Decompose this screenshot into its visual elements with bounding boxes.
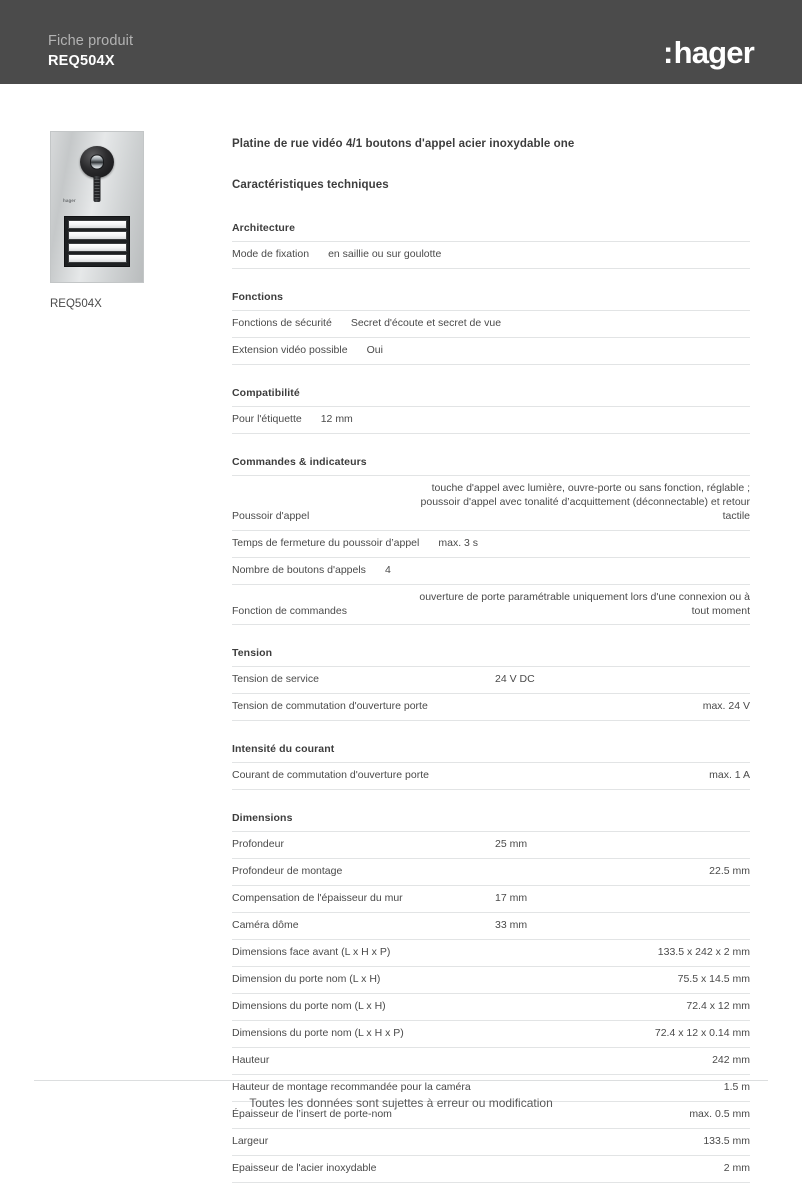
spec-row: [232, 858, 750, 885]
product-title: Platine de rue vidéo 4/1 boutons d'appel acier inoxydable one: [232, 138, 575, 150]
spec-row: [232, 557, 750, 584]
spec-value: 75.5 x 14.5 mm: [677, 973, 750, 986]
spec-value: 33 mm: [495, 919, 528, 932]
spec-row: [232, 939, 750, 966]
spec-row: [232, 241, 750, 269]
specification-sections: [232, 222, 750, 1183]
spec-label: Tension de commutation d'ouverture porte: [232, 700, 428, 713]
spec-row: [232, 666, 750, 693]
speaker-grille-icon: [94, 176, 101, 202]
spec-row: [232, 310, 750, 337]
footer-disclaimer: Toutes les données sont sujettes à erreur ou modification: [249, 1096, 553, 1110]
spec-value: max. 1 A: [709, 769, 750, 782]
spec-section-title: Tension: [232, 647, 273, 660]
spec-label: Épaisseur de l’insert de porte-nom: [232, 1107, 392, 1120]
spec-row: [232, 762, 750, 790]
spec-label: Pour l'étiquette: [232, 412, 302, 425]
spec-label: Largeur: [232, 1134, 269, 1147]
spec-value: 12 mm: [320, 412, 353, 425]
spec-label: Hauteur: [232, 1053, 270, 1066]
spec-label: Dimensions du porte nom (L x H): [232, 1000, 386, 1013]
product-image-column: [47, 131, 232, 310]
spec-section: [232, 387, 750, 434]
nameplate-button: [68, 243, 127, 252]
spec-value: touche d'appel avec lumière, ouvre-porte ou sans fonction, réglable ; poussoir d'appel avec tonalité d’acquittement (déconnectable) et retour tactile: [420, 481, 750, 522]
spec-value: Secret d'écoute et secret de vue: [350, 316, 502, 329]
spec-label: Mode de fixation: [232, 248, 310, 260]
spec-value: 72.4 x 12 x 0.14 mm: [654, 1027, 750, 1040]
spec-row: [232, 885, 750, 912]
spec-row: [232, 530, 750, 557]
spec-value: 4: [384, 563, 391, 576]
header-product-reference: REQ504X: [48, 52, 115, 69]
spec-label: Compensation de l'épaisseur du mur: [232, 892, 403, 905]
page-footer: [0, 1080, 802, 1134]
product-image: [50, 131, 144, 283]
spec-label: Fonction de commandes: [232, 604, 347, 617]
nameplate-button: [68, 254, 127, 263]
spec-value: 24 V DC: [495, 673, 535, 686]
spec-value: 133.5 x 242 x 2 mm: [657, 946, 750, 959]
nameplate-button: [68, 231, 127, 240]
spec-row: [232, 912, 750, 939]
spec-label: Extension vidéo possible: [232, 343, 348, 356]
spec-section: [232, 456, 750, 626]
spec-row: [232, 337, 750, 365]
spec-label: Profondeur de montage: [232, 865, 343, 878]
spec-label: Profondeur: [232, 838, 284, 851]
specifications-column: [232, 131, 750, 1183]
spec-row: [232, 1047, 750, 1074]
spec-label: Caméra dôme: [232, 919, 299, 932]
spec-row: [232, 993, 750, 1020]
spec-label: Nombre de boutons d'appels: [232, 563, 366, 576]
spec-section: [232, 647, 750, 721]
camera-lens-icon: [90, 155, 104, 170]
spec-section-title: Intensité du courant: [232, 743, 335, 756]
spec-label: Fonctions de sécurité: [232, 316, 332, 329]
spec-section-title: Fonctions: [232, 290, 284, 303]
spec-label: Dimension du porte nom (L x H): [232, 973, 381, 986]
spec-value: 133.5 mm: [703, 1134, 750, 1147]
technical-characteristics-heading: Caractéristiques techniques: [232, 179, 389, 191]
nameplate-button: [68, 220, 127, 229]
spec-value: 1.5 m: [723, 1080, 750, 1093]
spec-value: en saillie ou sur goulotte: [328, 248, 442, 260]
spec-row: [232, 1155, 750, 1183]
spec-section-title: Compatibilité: [232, 386, 300, 399]
spec-value: 72.4 x 12 mm: [686, 1000, 750, 1013]
product-brand-mark: hager: [63, 198, 76, 203]
spec-row: [232, 1020, 750, 1047]
spec-label: Temps de fermeture du poussoir d’appel: [232, 536, 420, 549]
spec-row: [232, 693, 750, 721]
spec-section: [232, 222, 750, 269]
nameplate-group: [64, 216, 130, 267]
spec-row: [232, 831, 750, 858]
spec-value: 25 mm: [495, 838, 528, 851]
page-body: [0, 84, 802, 1183]
spec-section: [232, 743, 750, 790]
spec-row: [232, 584, 750, 626]
spec-section-title: Commandes & indicateurs: [232, 455, 367, 468]
spec-value: 22.5 mm: [709, 865, 750, 878]
spec-label: Epaisseur de l'acier inoxydable: [232, 1161, 377, 1174]
spec-row: [232, 475, 750, 530]
spec-value: max. 3 s: [438, 536, 479, 549]
spec-value: 242 mm: [712, 1053, 750, 1066]
spec-section-title: Architecture: [232, 222, 296, 234]
header-kicker: Fiche produit: [48, 32, 134, 49]
spec-value: max. 0.5 mm: [689, 1107, 750, 1120]
logo-colon-icon: :: [663, 35, 673, 70]
hager-logo: [663, 37, 754, 70]
spec-value: 2 mm: [723, 1161, 750, 1174]
spec-section: [232, 291, 750, 365]
page-header: [0, 0, 802, 84]
spec-value: ouverture de porte paramétrable uniquement lors d'une connexion ou à tout moment: [419, 590, 750, 617]
spec-section-title: Dimensions: [232, 812, 293, 825]
spec-label: Courant de commutation d'ouverture porte: [232, 769, 429, 782]
product-image-caption: REQ504X: [50, 298, 102, 310]
spec-row: [232, 406, 750, 434]
spec-value: Oui: [366, 343, 383, 356]
spec-label: Hauteur de montage recommandée pour la caméra: [232, 1080, 471, 1093]
header-titles: [48, 32, 133, 70]
logo-wordmark: hager: [673, 35, 754, 70]
spec-label: Poussoir d'appel: [232, 509, 310, 522]
spec-label: Dimensions du porte nom (L x H x P): [232, 1027, 404, 1040]
spec-row: [232, 966, 750, 993]
spec-label: Tension de service: [232, 673, 319, 686]
spec-label: Dimensions face avant (L x H x P): [232, 946, 391, 959]
dome-camera-icon: [80, 146, 114, 178]
spec-value: max. 24 V: [702, 700, 750, 713]
spec-value: 17 mm: [495, 892, 528, 905]
